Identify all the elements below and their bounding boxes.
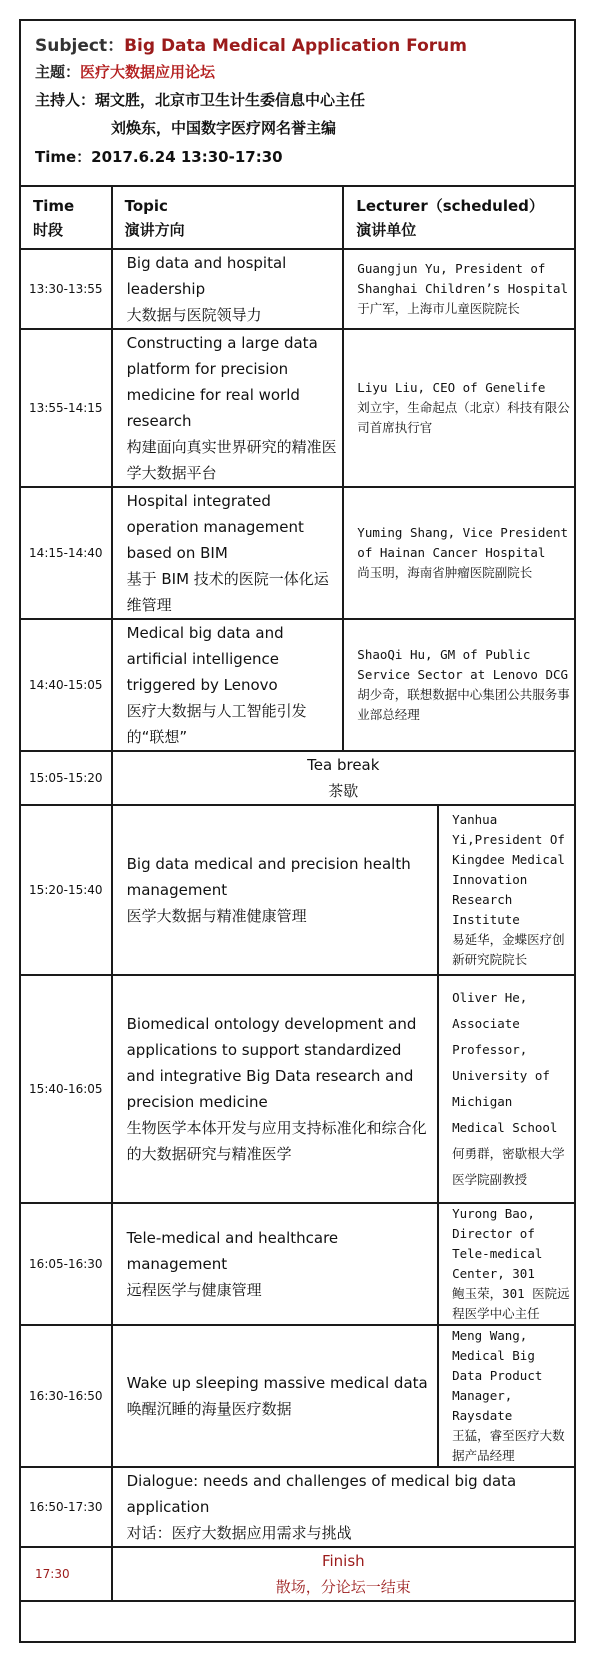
lecturer-header-zh: 演讲单位 [356, 220, 417, 239]
topic-zh: 基于 BIM 技术的医院一体化运维管理 [126, 570, 329, 614]
topic-cell [112, 487, 344, 619]
finish-cell [112, 1547, 575, 1601]
topic-zh: 唤醒沉睡的海量医疗数据 [126, 1400, 292, 1418]
time-slot: 16:30-16:50 [20, 1325, 112, 1467]
subject-label: Subject： [35, 36, 125, 56]
time-slot: 14:40-15:05 [20, 619, 112, 751]
topic-en: Biomedical ontology development and applications to support standardized and integrative Big Data research and precision medicine [126, 1015, 417, 1111]
topic-zh: 构建面向真实世界研究的精准医学大数据平台 [126, 438, 337, 482]
table-row [20, 249, 575, 329]
topic-cell [112, 1467, 575, 1547]
topic-header-en: Topic [124, 196, 168, 215]
topic-en: Dialogue: needs and challenges of medical big data application [126, 1472, 517, 1516]
topic-cell [112, 619, 344, 751]
lecturer-en: ShaoQi Hu, GM of Public Service Sector at Lenovo DCG [357, 647, 569, 682]
topic-en: Wake up sleeping massive medical data [126, 1374, 428, 1392]
lecturer-cell [438, 1203, 575, 1325]
time-slot: 13:55-14:15 [20, 329, 112, 487]
time-header-en: Time [33, 196, 75, 215]
forum-header [21, 21, 574, 185]
topic-zh: 远程医学与健康管理 [126, 1281, 262, 1299]
lecturer-en: Yurong Bao, Director of Tele-medical Center, 301 [452, 1206, 543, 1281]
topic-cell [112, 249, 344, 329]
time-slot: 13:30-13:55 [20, 249, 112, 329]
lecturer-zh: 尚玉明，海南省肿瘤医院副院长 [357, 565, 533, 580]
table-row [20, 619, 575, 751]
lecturer-cell [438, 805, 575, 975]
topic-en: Tele-medical and healthcare management [126, 1229, 339, 1273]
lecturer-en: Yanhua Yi,President Of Kingdee Medical Innovation Research Institute [452, 812, 565, 927]
finish-en: Finish [321, 1552, 365, 1570]
lecturer-zh: 何勇群，密歇根大学医学院副教授 [452, 1146, 565, 1187]
host-line-1 [35, 89, 365, 110]
finish-zh: 散场，分论坛一结束 [275, 1578, 411, 1596]
subject-value: Big Data Medical Application Forum [124, 36, 467, 56]
table-row [20, 487, 575, 619]
lecturer-cell [343, 487, 575, 619]
time-slot: 16:05-16:30 [20, 1203, 112, 1325]
topic-column-header [112, 186, 344, 249]
table-row [20, 329, 575, 487]
lecturer-cell [343, 249, 575, 329]
topic-header-zh: 演讲方向 [124, 220, 185, 239]
topic-cell [112, 805, 438, 975]
theme-value: 医疗大数据应用论坛 [80, 63, 216, 81]
lecturer-en: Meng Wang, Medical Big Data Product Manager, Raysdate [452, 1328, 543, 1423]
lecturer-header-en: Lecturer（scheduled） [356, 196, 544, 215]
topic-zh: 医学大数据与精准健康管理 [126, 907, 307, 925]
lecturer-cell [343, 329, 575, 487]
host-line-2 [111, 117, 336, 138]
lecturer-en: Yuming Shang, Vice President of Hainan Cancer Hospital [357, 525, 569, 560]
topic-en: Medical big data and artificial intelligence triggered by Lenovo [126, 624, 284, 694]
time-slot: 16:50-17:30 [20, 1467, 112, 1547]
topic-zh: 对话：医疗大数据应用需求与挑战 [126, 1524, 352, 1542]
host-label: 主持人： [35, 91, 96, 109]
dialogue-row [20, 1467, 575, 1547]
lecturer-cell [343, 619, 575, 751]
time-header-zh: 时段 [33, 220, 64, 239]
time-slot: 15:20-15:40 [20, 805, 112, 975]
lecturer-zh: 胡少奇，联想数据中心集团公共服务事业部总经理 [357, 687, 570, 722]
subject-line [35, 31, 467, 56]
theme-label: 主题： [35, 63, 81, 81]
lecturer-zh: 刘立宇，生命起点（北京）科技有限公司首席执行官 [357, 400, 570, 435]
topic-cell [112, 1325, 438, 1467]
topic-zh: 医疗大数据与人工智能引发的“联想” [126, 702, 307, 746]
topic-en: Constructing a large data platform for precision medicine for real world research [126, 334, 318, 430]
host-1: 琚文胜，北京市卫生计生委信息中心主任 [95, 91, 366, 109]
table-row [20, 1203, 575, 1325]
lecturer-zh: 王猛，睿至医疗大数据产品经理 [452, 1428, 565, 1463]
lecturer-en: Oliver He, Associate Professor, University of Michigan Medical School [452, 990, 558, 1135]
lecturer-cell [438, 1325, 575, 1467]
topic-en: Big data and hospital leadership [126, 254, 287, 298]
topic-cell [112, 975, 438, 1203]
lecturer-en: Liyu Liu, CEO of Genelife [357, 380, 546, 395]
time-column-header [20, 186, 112, 249]
break-row [20, 751, 575, 805]
topic-cell [112, 1203, 438, 1325]
lecturer-en: Guangjun Yu, President of Shanghai Children’s Hospital [357, 261, 569, 296]
lecturer-zh: 鲍玉荣，301 医院远程医学中心主任 [452, 1286, 570, 1321]
table-row [20, 1325, 575, 1467]
topic-cell [112, 329, 344, 487]
lecturer-column-header [343, 186, 575, 249]
lecturer-cell [438, 975, 575, 1203]
table-header-row [20, 186, 575, 249]
break-en: Tea break [307, 756, 380, 774]
table-row [20, 975, 575, 1203]
tea-break-cell [112, 751, 575, 805]
event-time: Time：2017.6.24 13:30-17:30 [35, 148, 283, 166]
host-2: 刘焕东，中国数字医疗网名誉主编 [111, 119, 337, 137]
topic-en: Big data medical and precision health management [126, 855, 411, 899]
topic-zh: 生物医学本体开发与应用支持标准化和综合化的大数据研究与精准医学 [126, 1119, 427, 1163]
time-line [35, 146, 283, 167]
time-slot: 15:40-16:05 [20, 975, 112, 1203]
break-zh: 茶歇 [328, 782, 359, 800]
topic-en: Hospital integrated operation management based on BIM [126, 492, 304, 562]
table-row [20, 805, 575, 975]
lecturer-zh: 易延华，金蝶医疗创新研究院院长 [452, 932, 565, 967]
time-slot: 17:30 [20, 1547, 112, 1601]
theme-line [35, 61, 215, 82]
time-slot: 14:15-14:40 [20, 487, 112, 619]
schedule-table [19, 185, 576, 1602]
finish-row [20, 1547, 575, 1601]
time-slot: 15:05-15:20 [20, 751, 112, 805]
lecturer-zh: 于广军，上海市儿童医院院长 [357, 301, 520, 316]
topic-zh: 大数据与医院领导力 [126, 306, 262, 324]
